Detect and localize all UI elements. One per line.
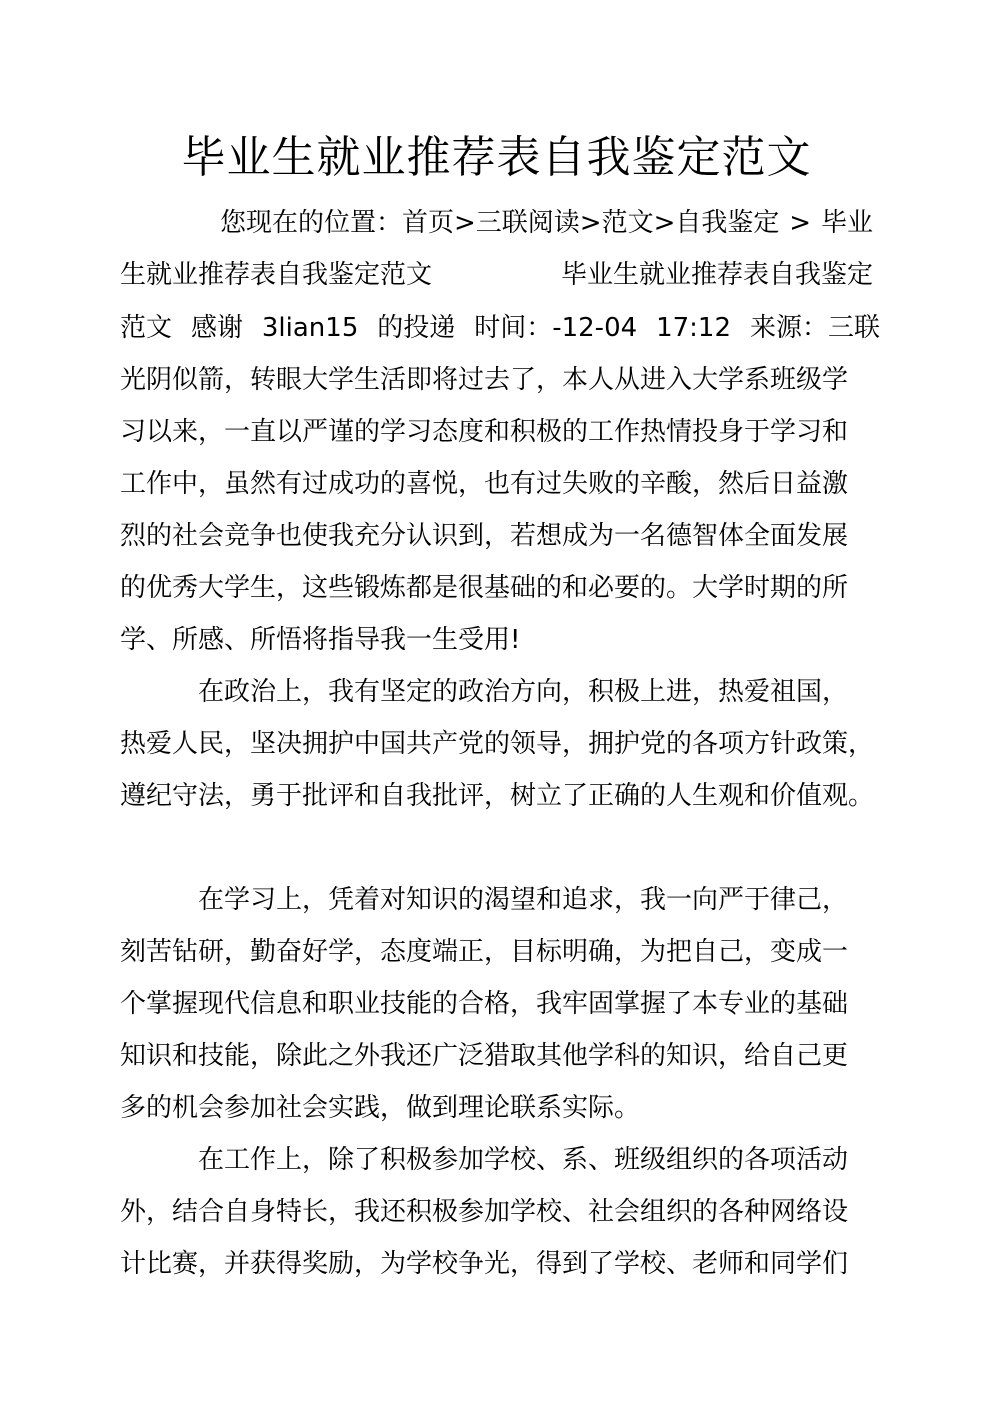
body-line: 学、所感、所悟将指导我一生受用! [120, 625, 521, 655]
source-label: 来源：三联 [749, 313, 880, 343]
submission-label: 的投递 [377, 313, 456, 343]
article-title-repeat-end: 范文 [120, 313, 173, 343]
body-line: 工作中，虽然有过成功的喜悦，也有过失败的辛酸，然后日益激 [120, 469, 849, 499]
body-line: 个掌握现代信息和职业技能的合格，我牢固掌握了本专业的基础 [120, 989, 849, 1019]
document-title: 毕业生就业推荐表自我鉴定范文 [181, 132, 812, 183]
paragraph-start-line: 在政治上，我有坚定的政治方向，积极上进，热爱祖国， [198, 677, 849, 707]
body-line: 遵纪守法，勇于批评和自我批评，树立了正确的人生观和价值观。 [120, 781, 875, 811]
paragraph-start-line: 在学习上，凭着对知识的渴望和追求，我一向严于律己， [198, 885, 849, 915]
body-line: 外，结合自身特长，我还积极参加学校、社会组织的各种网络设 [120, 1197, 849, 1227]
location-line [220, 206, 873, 240]
body-line: 多的机会参加社会实践，做到理论联系实际。 [120, 1093, 641, 1123]
location-line-2 [120, 258, 873, 292]
location-breadcrumb: 您现在的位置：首页>三联阅读>范文>自我鉴定 [220, 208, 780, 238]
article-title-repeat: 毕业生就业推荐表自我鉴定 [560, 260, 873, 290]
article-meta-line [120, 311, 880, 345]
thanks-label: 感谢 [190, 313, 243, 343]
body-line: 光阴似箭，转眼大学生活即将过去了，本人从进入大学系班级学 [120, 365, 849, 395]
paragraph-start-line: 在工作上，除了积极参加学校、系、班级组织的各项活动 [198, 1145, 849, 1175]
body-line: 刻苦钻研，勤奋好学，态度端正，目标明确，为把自己，变成一 [120, 937, 849, 967]
body-line: 的优秀大学生，这些锻炼都是很基础的和必要的。大学时期的所 [120, 573, 849, 603]
body-line: 习以来，一直以严谨的学习态度和积极的工作热情投身于学习和 [120, 417, 849, 447]
publish-time: 17:12 [656, 313, 732, 343]
body-line: 计比赛，并获得奖励，为学校争光，得到了学校、老师和同学们 [120, 1249, 849, 1279]
breadcrumb-separator: > [789, 208, 812, 238]
author-name: 3lian15 [261, 313, 359, 343]
body-line: 知识和技能，除此之外我还广泛猎取其他学科的知识，给自己更 [120, 1041, 849, 1071]
body-line: 热爱人民，坚决拥护中国共产党的领导，拥护党的各项方针政策， [120, 729, 875, 759]
publish-date: 时间：-12-04 [474, 313, 638, 343]
location-current: 毕业 [820, 208, 873, 238]
location-current-cont: 生就业推荐表自我鉴定范文 [120, 260, 433, 290]
body-line: 烈的社会竞争也使我充分认识到，若想成为一名德智体全面发展 [120, 521, 849, 551]
